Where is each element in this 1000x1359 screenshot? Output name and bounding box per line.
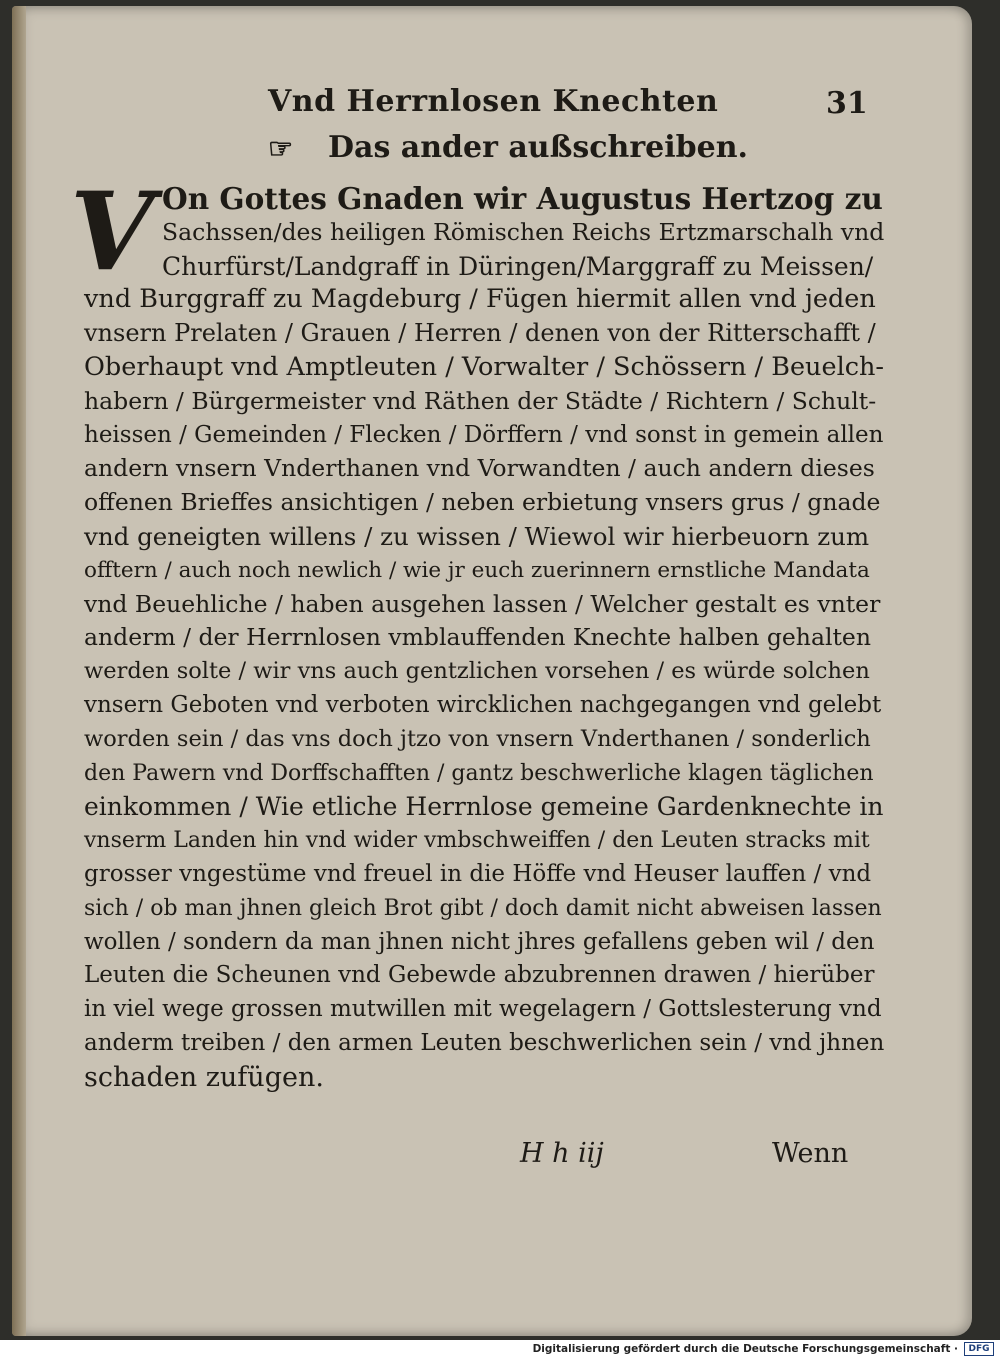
text-line: vnd geneigten willens / zu wissen / Wiewol wir hierbeuorn zum [84, 521, 870, 551]
section-title-text: Das ander außschreiben. [328, 130, 748, 165]
text-line: sich / ob man jhnen gleich Brot gibt / doch damit nicht abweisen lassen [84, 895, 882, 921]
text-line: wollen / sondern da man jhnen nicht jhres gefallens geben wil / den [84, 928, 875, 955]
text-line: habern / Bürgermeister vnd Räthen der Städte / Richtern / Schult- [84, 386, 877, 415]
text-line: vnsern Geboten vnd verboten wircklichen nachgegangen vnd gelebt [84, 691, 882, 718]
dfg-logo-icon: DFG [964, 1342, 994, 1356]
text-line: worden sein / das vns doch jtzo von vnsern Vnderthanen / sonderlich [84, 725, 871, 752]
text-line: heissen / Gemeinden / Flecken / Dörffern / vnd sonst in gemein allen [84, 421, 884, 448]
text-line: vnd Burggraff zu Magdeburg / Fügen hiermit allen vnd jeden [84, 284, 876, 315]
text-line: grosser vngestüme vnd freuel in die Höffe vnd Heuser lauffen / vnd [84, 860, 872, 887]
pointing-hand-icon: ☞ [268, 132, 294, 165]
text-line: einkommen / Wie etliche Herrnlose gemeine Gardenknechte in [84, 792, 884, 822]
running-head: Vnd Herrnlosen Knechten [268, 84, 719, 119]
text-line: vnsern Prelaten / Grauen / Herren / denen von der Ritterschafft / [84, 319, 876, 348]
catchword: Wenn [772, 1138, 849, 1169]
text-line: anderm treiben / den armen Leuten beschwerlichen sein / vnd jhnen [84, 1029, 885, 1056]
section-title [268, 130, 748, 165]
text-line: Oberhaupt vnd Amptleuten / Vorwalter / Schössern / Beuelch- [84, 351, 885, 382]
text-line: offenen Brieffes ansichtigen / neben erbietung vnsers grus / gnade [84, 488, 881, 517]
text-line: Sachssen/des heiligen Römischen Reichs Ertzmarschalh vnd [162, 217, 885, 246]
text-line: vnd Beuehliche / haben ausgehen lassen / Welcher gestalt es vnter [84, 589, 881, 618]
page-number: 31 [826, 86, 868, 121]
text-line: werden solte / wir vns auch gentzlichen vorsehen / es würde solchen [84, 658, 870, 685]
footer-bar [0, 1340, 1000, 1359]
body-text [84, 182, 884, 1095]
text-line: On Gottes Gnaden wir Augustus Hertzog zu [162, 181, 883, 216]
text-line: andern vnsern Vnderthanen vnd Vorwandten / auch andern dieses [84, 454, 875, 483]
decorated-initial: V [70, 169, 154, 295]
signature-mark: H h iij [520, 1138, 604, 1169]
text-line: in viel wege grossen mutwillen mit wegelagern / Gottslesterung vnd [84, 996, 882, 1023]
text-line: Leuten die Scheunen vnd Gebewde abzubrennen drawen / hierüber [84, 962, 875, 989]
text-line: offtern / auch noch newlich / wie jr euch zuerinnern ernstliche Mandata [84, 557, 870, 583]
text-line: den Pawern vnd Dorffschafften / gantz beschwerliche klagen täglichen [84, 760, 874, 786]
text-line: anderm / der Herrnlosen vmblauffenden Knechte halben gehalten [84, 623, 871, 652]
text-line: Churfürst/Landgraff in Düringen/Marggraff zu Meissen/ [162, 251, 874, 281]
funding-notice: Digitalisierung gefördert durch die Deutsche Forschungsgemeinschaft · [532, 1343, 958, 1355]
text-line: schaden zufügen. [84, 1061, 324, 1093]
page-gutter [12, 6, 26, 1336]
text-line: vnserm Landen hin vnd wider vmbschweiffen / den Leuten stracks mit [84, 828, 870, 854]
